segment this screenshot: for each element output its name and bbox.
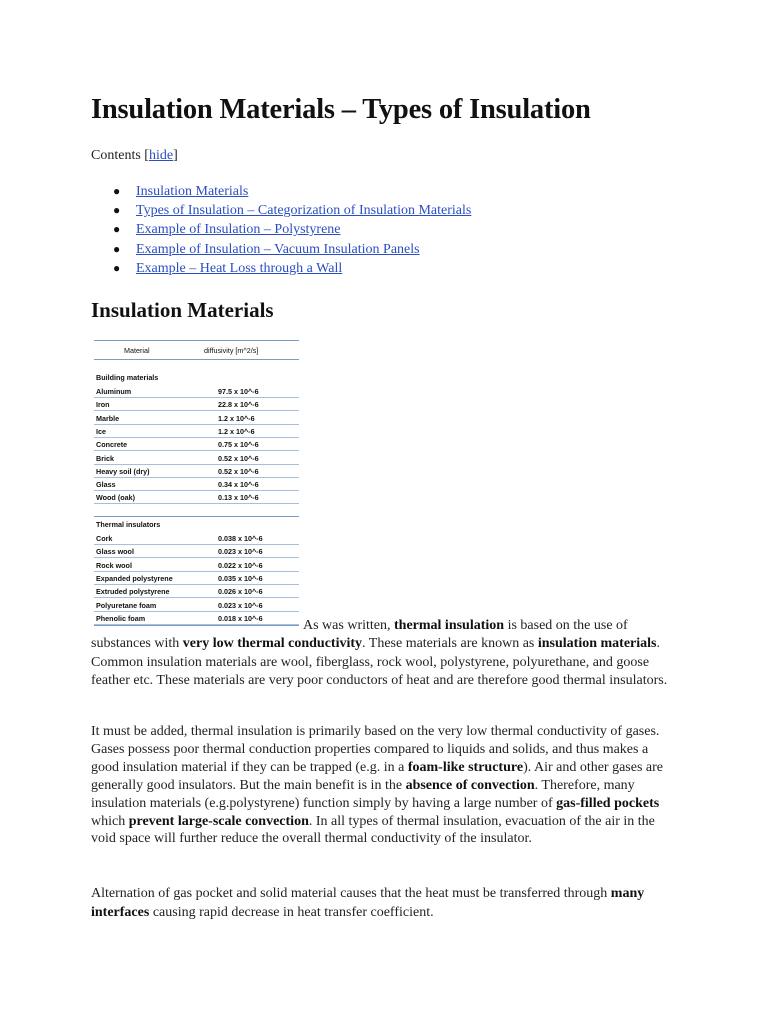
table-row	[94, 451, 299, 465]
bullet-icon: ●	[113, 203, 121, 218]
table-row	[94, 490, 299, 504]
text: . Common insulation materials are wool, fiberglass, rock wool, polystyrene, polyurethane, and goose feather etc. These materials are very poor conductors of heat and are therefore good thermal insulators.	[91, 636, 668, 688]
paragraph-3	[91, 885, 671, 922]
material-cell: Wood (oak)	[96, 493, 135, 503]
diffusivity-cell: 0.026 x 10^-6	[218, 587, 263, 597]
bold-text: gas-filled pockets	[556, 795, 660, 811]
diffusivity-cell: 0.34 x 10^-6	[218, 480, 259, 490]
diffusivity-cell: 97.5 x 10^-6	[218, 387, 259, 396]
table-header	[94, 340, 299, 360]
diffusivity-cell: 0.13 x 10^-6	[218, 493, 259, 503]
table-row	[94, 397, 299, 411]
diffusivity-cell: 0.52 x 10^-6	[218, 466, 259, 476]
bold-text: prevent large-scale convection	[128, 813, 309, 829]
bullet-icon: ●	[113, 260, 121, 275]
table-row	[94, 411, 299, 425]
text: which	[91, 813, 129, 829]
diffusivity-cell: 0.018 x 10^-6	[218, 613, 263, 623]
table-row	[94, 531, 299, 545]
table-row	[94, 464, 299, 478]
bold-text: many interfaces	[91, 886, 645, 920]
toc-item	[91, 240, 471, 259]
text: As was written,	[303, 618, 394, 633]
bullet-icon: ●	[113, 184, 121, 198]
material-cell: Brick	[96, 453, 114, 463]
bold-text: insulation materials	[537, 636, 657, 652]
diffusivity-cell: 0.52 x 10^-6	[218, 453, 259, 463]
text: . These materials are known as	[362, 636, 538, 652]
material-cell: Cork	[96, 534, 113, 543]
material-cell: Ice	[96, 426, 106, 436]
diffusivity-cell: 1.2 x 10^-6	[218, 413, 255, 423]
table-row	[94, 558, 299, 572]
table-row	[94, 437, 299, 451]
material-cell: Polyuretane foam	[96, 600, 157, 610]
material-cell: Iron	[96, 400, 110, 410]
contents-close-bracket: ]	[173, 148, 178, 163]
text: is based on the use of substances with	[91, 618, 628, 652]
text: Alternation of gas pocket and solid material causes that the heat must be transferred through	[91, 886, 611, 901]
table-row	[94, 544, 299, 558]
text: ). Air and other gases are generally good insulators. But the main benefit is in the	[91, 759, 664, 793]
bold-text: absence of convection	[405, 777, 535, 793]
toc-item	[91, 182, 471, 201]
material-cell: Phenolic foam	[96, 613, 146, 623]
page-title: Insulation Materials – Types of Insulation	[91, 94, 591, 125]
toc-item	[91, 259, 471, 278]
toc-link-insulation-materials[interactable]: Insulation Materials	[136, 184, 249, 199]
bullet-icon: ●	[113, 222, 121, 237]
table-row	[94, 571, 299, 585]
material-cell: Concrete	[96, 440, 128, 450]
material-cell: Glass wool	[96, 547, 134, 557]
contents-header	[91, 148, 178, 164]
table-row	[94, 598, 299, 612]
table-group-title: Building materials	[96, 373, 159, 382]
toc-link-types-of-insulation[interactable]: Types of Insulation – Categorization of Insulation Materials	[136, 203, 472, 219]
table-row	[94, 477, 299, 491]
toc-link-heat-loss-wall[interactable]: Example – Heat Loss through a Wall	[136, 260, 343, 276]
diffusivity-table-image	[94, 340, 299, 626]
toc-link-vacuum-panels[interactable]: Example of Insulation – Vacuum Insulation Panels	[136, 241, 420, 257]
diffusivity-cell: 0.038 x 10^-6	[218, 534, 263, 543]
diffusivity-cell: 0.023 x 10^-6	[218, 600, 263, 610]
col-material: Material	[124, 346, 150, 355]
toc-item	[91, 201, 471, 220]
col-diffusivity: diffusivity [m^2/s]	[204, 346, 259, 355]
contents-label: Contents	[91, 148, 141, 163]
bold-text: thermal insulation	[394, 618, 505, 633]
diffusivity-cell: 0.75 x 10^-6	[218, 440, 259, 450]
bullet-icon: ●	[113, 241, 121, 256]
diffusivity-cell: 22.8 x 10^-6	[218, 400, 259, 410]
material-cell: Extruded polystyrene	[96, 587, 170, 597]
material-cell: Heavy soil (dry)	[96, 466, 150, 476]
diffusivity-cell: 0.022 x 10^-6	[218, 560, 263, 570]
toc-item	[91, 220, 471, 239]
table-row	[94, 424, 299, 438]
toc-link-polystyrene[interactable]: Example of Insulation – Polystyrene	[136, 222, 341, 238]
table-divider	[94, 516, 299, 517]
table-row	[94, 384, 299, 398]
bold-text: very low thermal conductivity	[182, 636, 363, 652]
material-cell: Aluminum	[96, 387, 132, 396]
paragraph-1	[91, 617, 671, 690]
table-of-contents	[91, 182, 471, 278]
table-group-title: Thermal insulators	[96, 520, 161, 529]
text: causing rapid decrease in heat transfer coefficient.	[149, 904, 434, 920]
bold-text: foam-like structure	[407, 759, 524, 775]
text: It must be added, thermal insulation is primarily based on the very low thermal conductivity of gases. Gases possess poor thermal conduction properties compared to liquids and solids, and thus makes a good insulation material if they can be trapped (e.g. in a	[91, 724, 660, 775]
material-cell: Marble	[96, 413, 120, 423]
diffusivity-cell: 0.023 x 10^-6	[218, 547, 263, 557]
diffusivity-cell: 0.035 x 10^-6	[218, 573, 263, 583]
hide-toc-link[interactable]: hide	[148, 148, 174, 163]
text: . In all types of thermal insulation, evacuation of the air in the void space will further reduce the overall thermal conductivity of the insulator.	[91, 813, 655, 847]
text: . Therefore, many insulation materials (e.g.polystyrene) function simply by having a large number of	[91, 777, 635, 811]
material-cell: Glass	[96, 480, 116, 490]
diffusivity-cell: 1.2 x 10^-6	[218, 426, 255, 436]
contents-open-bracket: [	[144, 148, 149, 163]
section-heading: Insulation Materials	[91, 298, 274, 322]
material-cell: Expanded polystyrene	[96, 573, 173, 583]
table-row	[94, 584, 299, 598]
material-cell: Rock wool	[96, 560, 132, 570]
paragraph-2	[91, 723, 671, 848]
